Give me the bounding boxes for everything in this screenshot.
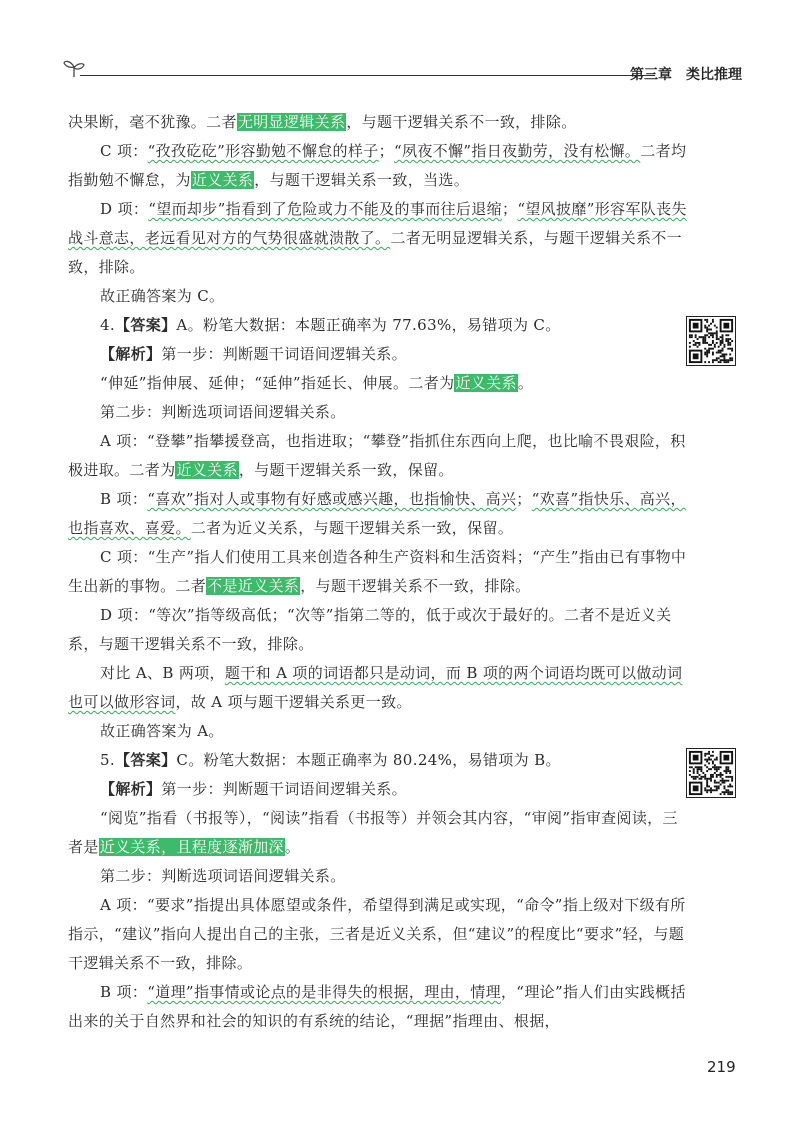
paragraph: 故正确答案为 C。 xyxy=(100,287,225,305)
wavy-underline: “夙夜不懈”指日夜勤劳，没有松懈。 xyxy=(393,142,641,160)
paragraph: B 项：“道理”指事情或论点的是非得失的根据，理由，情理，“理论”指人们由实践概括出来的关于自然界和社会的知识的有系统的结论，“理据”指理由、根据， xyxy=(68,983,686,1030)
chapter-label xyxy=(607,64,742,84)
paragraph: 第二步：判断选项词语间逻辑关系。 xyxy=(100,867,346,885)
paragraph: D 项：“等次”指等级高低；“次等”指第二等的，低于或次于最好的。二者不是近义关系，与题干逻辑关系不一致，排除。 xyxy=(68,606,672,653)
highlight: 近义关系 xyxy=(455,374,517,392)
paragraph: B 项：“喜欢”指对人或事物有好感或感兴趣，也指愉快、高兴；“欢喜”指快乐、高兴，也指喜欢、喜爱。二者为近义关系，与题干逻辑关系一致，保留。 xyxy=(68,490,686,537)
wavy-underline: “喜欢”指对人或事物有好感或感兴趣，也指愉快、高兴 xyxy=(147,490,517,508)
paragraph: 对比 A、B 两项，题干和 A 项的词语都只是动词，而 B 项的两个词语均既可以做动词也可以做形容词，故 A 项与题干逻辑关系更一致。 xyxy=(68,664,683,711)
answer-label: 【答案】 xyxy=(115,316,177,334)
analysis-label: 【解析】 xyxy=(100,345,162,363)
analysis-line: 【解析】第一步：判断题干词语间逻辑关系。 xyxy=(100,780,408,798)
chapter-header xyxy=(62,56,742,86)
paragraph: “伸延”指伸展、延伸；“延伸”指延长、伸展。二者为近义关系。 xyxy=(100,374,534,392)
analysis-label: 【解析】 xyxy=(100,780,162,798)
wavy-underline: “望而却步”指看到了危险或力不能及的事而往后退缩 xyxy=(148,200,502,218)
paragraph: D 项：“望而却步”指看到了危险或力不能及的事而往后退缩；“望风披靡”形容军队丧失战斗意志，老远看见对方的气势很盛就溃散了。二者无明显逻辑关系，与题干逻辑关系不一致，排除。 xyxy=(68,200,687,276)
paragraph: C 项：“生产”指人们使用工具来创造各种生产资料和生活资料；“产生”指由已有事物中生出新的事物。二者不是近义关系，与题干逻辑关系不一致，排除。 xyxy=(68,548,687,595)
wavy-underline: “道理”指事情或论点的是非得失的根据，理由，情理 xyxy=(147,983,501,1001)
highlight: 近义关系 xyxy=(191,171,254,189)
answer-line: 5.【答案】C。粉笔大数据：本题正确率为 80.24%，易错项为 B。 xyxy=(100,751,561,769)
highlight: 不是近义关系 xyxy=(207,577,300,595)
page-number: 219 xyxy=(707,1058,736,1076)
paragraph: 第二步：判断选项词语间逻辑关系。 xyxy=(100,403,346,421)
header-rule xyxy=(80,75,655,76)
sprout-icon xyxy=(62,56,86,80)
qr-code-icon[interactable] xyxy=(686,316,736,366)
answer-line: 4.【答案】A。粉笔大数据：本题正确率为 77.63%，易错项为 C。 xyxy=(100,316,561,334)
wavy-underline: “欢喜”指快乐、高兴，也指喜欢、喜爱。 xyxy=(68,490,686,537)
paragraph: A 项：“要求”指提出具体愿望或条件，希望得到满足或实现，“命令”指上级对下级有所指示，“建议”指向人提出自己的主张，三者是近义关系，但“建议”的程度比“要求”轻，与题干逻辑关系不一致，排除。 xyxy=(68,896,686,972)
chapter-title: 类比推理 xyxy=(686,67,742,83)
paragraph: C 项：“孜孜矻矻”形容勤勉不懈怠的样子；“夙夜不懈”指日夜勤劳，没有松懈。二者均指勤勉不懈怠，为近义关系，与题干逻辑关系一致，当选。 xyxy=(68,142,687,189)
paragraph: A 项：“登攀”指攀援登高，也指进取；“攀登”指抓住东西向上爬，也比喻不畏艰险，积极进取。二者为近义关系，与题干逻辑关系一致，保留。 xyxy=(68,432,686,479)
page-body xyxy=(68,108,688,1036)
highlight: 近义关系，且程度逐渐加深 xyxy=(99,838,284,856)
chapter-number: 第三章 xyxy=(630,67,672,83)
wavy-underline: “孜孜矻矻”形容勤勉不懈怠的样子 xyxy=(147,142,379,160)
highlight: 近义关系 xyxy=(176,461,238,479)
paragraph: “阅览”指看（书报等），“阅读”指看（书报等）并领会其内容，“审阅”指审查阅读，三者是近义关系，且程度逐渐加深。 xyxy=(68,809,678,856)
highlight: 无明显逻辑关系 xyxy=(237,113,346,131)
paragraph: 故正确答案为 A。 xyxy=(100,722,224,740)
wavy-underline: 题干和 A 项的词语都只是动词，而 B 项的两个词语均既可以做动词也可以做形容词 xyxy=(68,664,683,711)
analysis-line: 【解析】第一步：判断题干词语间逻辑关系。 xyxy=(100,345,408,363)
wavy-underline: “望风披靡”形容军队丧失战斗意志，老远看见对方的气势很盛就溃散了。 xyxy=(68,200,687,247)
answer-label: 【答案】 xyxy=(115,751,177,769)
qr-code-icon[interactable] xyxy=(686,748,736,798)
paragraph: 决果断，毫不犹豫。二者无明显逻辑关系，与题干逻辑关系不一致，排除。 xyxy=(68,113,577,131)
